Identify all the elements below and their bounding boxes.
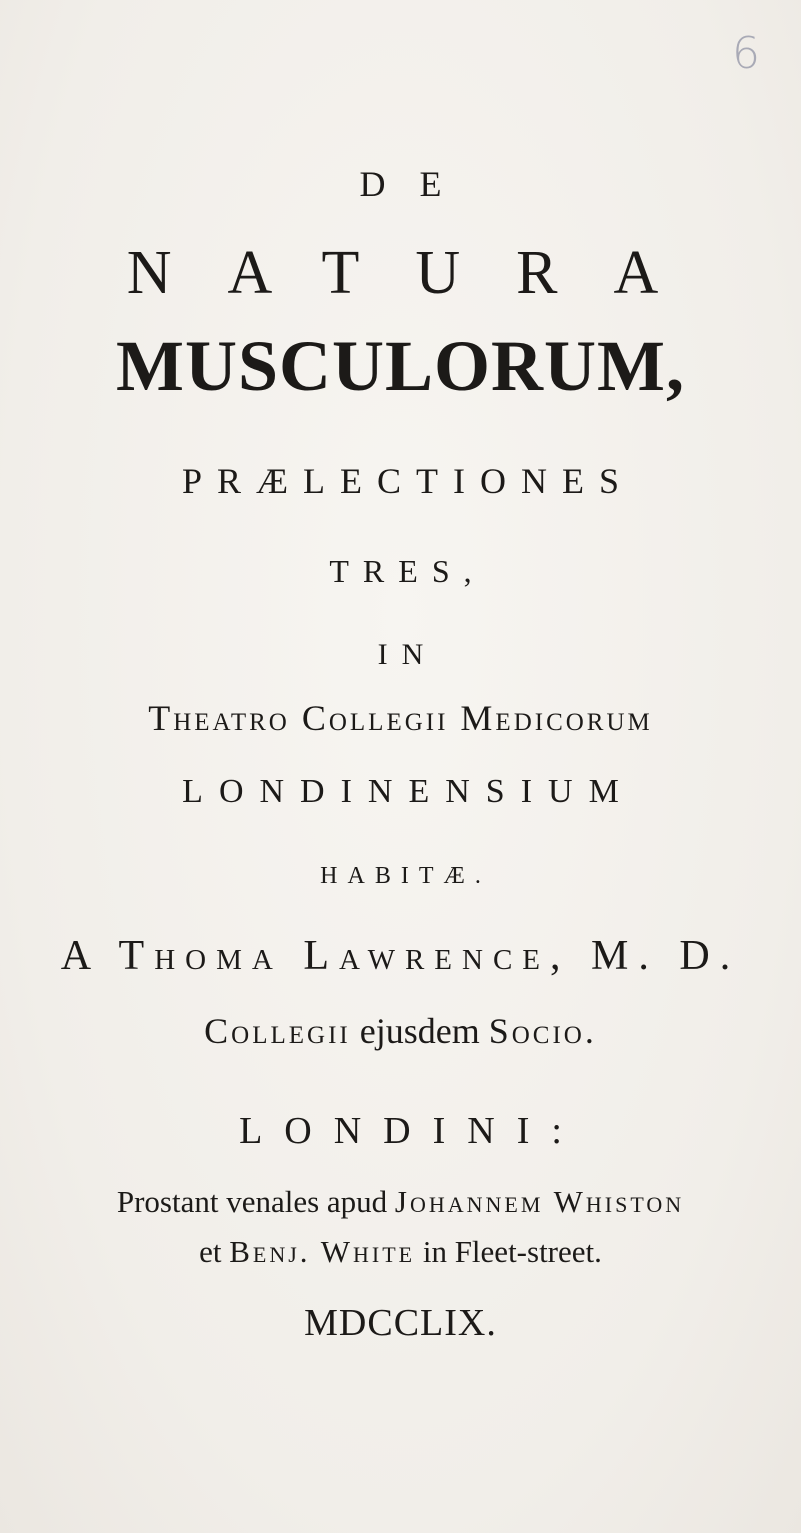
title-in: IN [377, 638, 438, 671]
imprint-date: MDCCLIX. [304, 1302, 497, 1344]
socio-word: Socio. [488, 1011, 597, 1051]
imprint-whiston: Johannem Whiston [394, 1184, 685, 1219]
title-musculorum: MUSCULORUM, [116, 326, 685, 406]
author-affiliation [0, 1013, 801, 1049]
imprint-et: et [199, 1234, 230, 1269]
imprint-line-2 [0, 1236, 801, 1267]
imprint-fleet-street: in Fleet-street. [415, 1234, 602, 1269]
collegii-word: Collegii [204, 1011, 351, 1051]
folio-number: 6 [732, 28, 760, 79]
title-theatro: Theatro Collegii Medicorum [148, 698, 653, 738]
author-line: A Thoma Lawrence, M. D. [60, 933, 741, 979]
title-londinensium: LONDINENSIUM [182, 773, 635, 810]
title-habitae: HABITÆ. [320, 863, 491, 889]
title-praelectiones: PRÆLECTIONES [181, 461, 635, 501]
ejusdem-word: ejusdem [350, 1011, 489, 1051]
imprint-line-1 [0, 1186, 801, 1217]
title-de: DE [359, 164, 476, 204]
title-natura: NATURA [126, 239, 715, 307]
imprint-prostant: Prostant venales apud [116, 1184, 395, 1219]
imprint-white: Benj. White [229, 1234, 416, 1269]
imprint-city: LONDINI: [239, 1110, 584, 1152]
title-tres: TRES, [329, 553, 486, 589]
